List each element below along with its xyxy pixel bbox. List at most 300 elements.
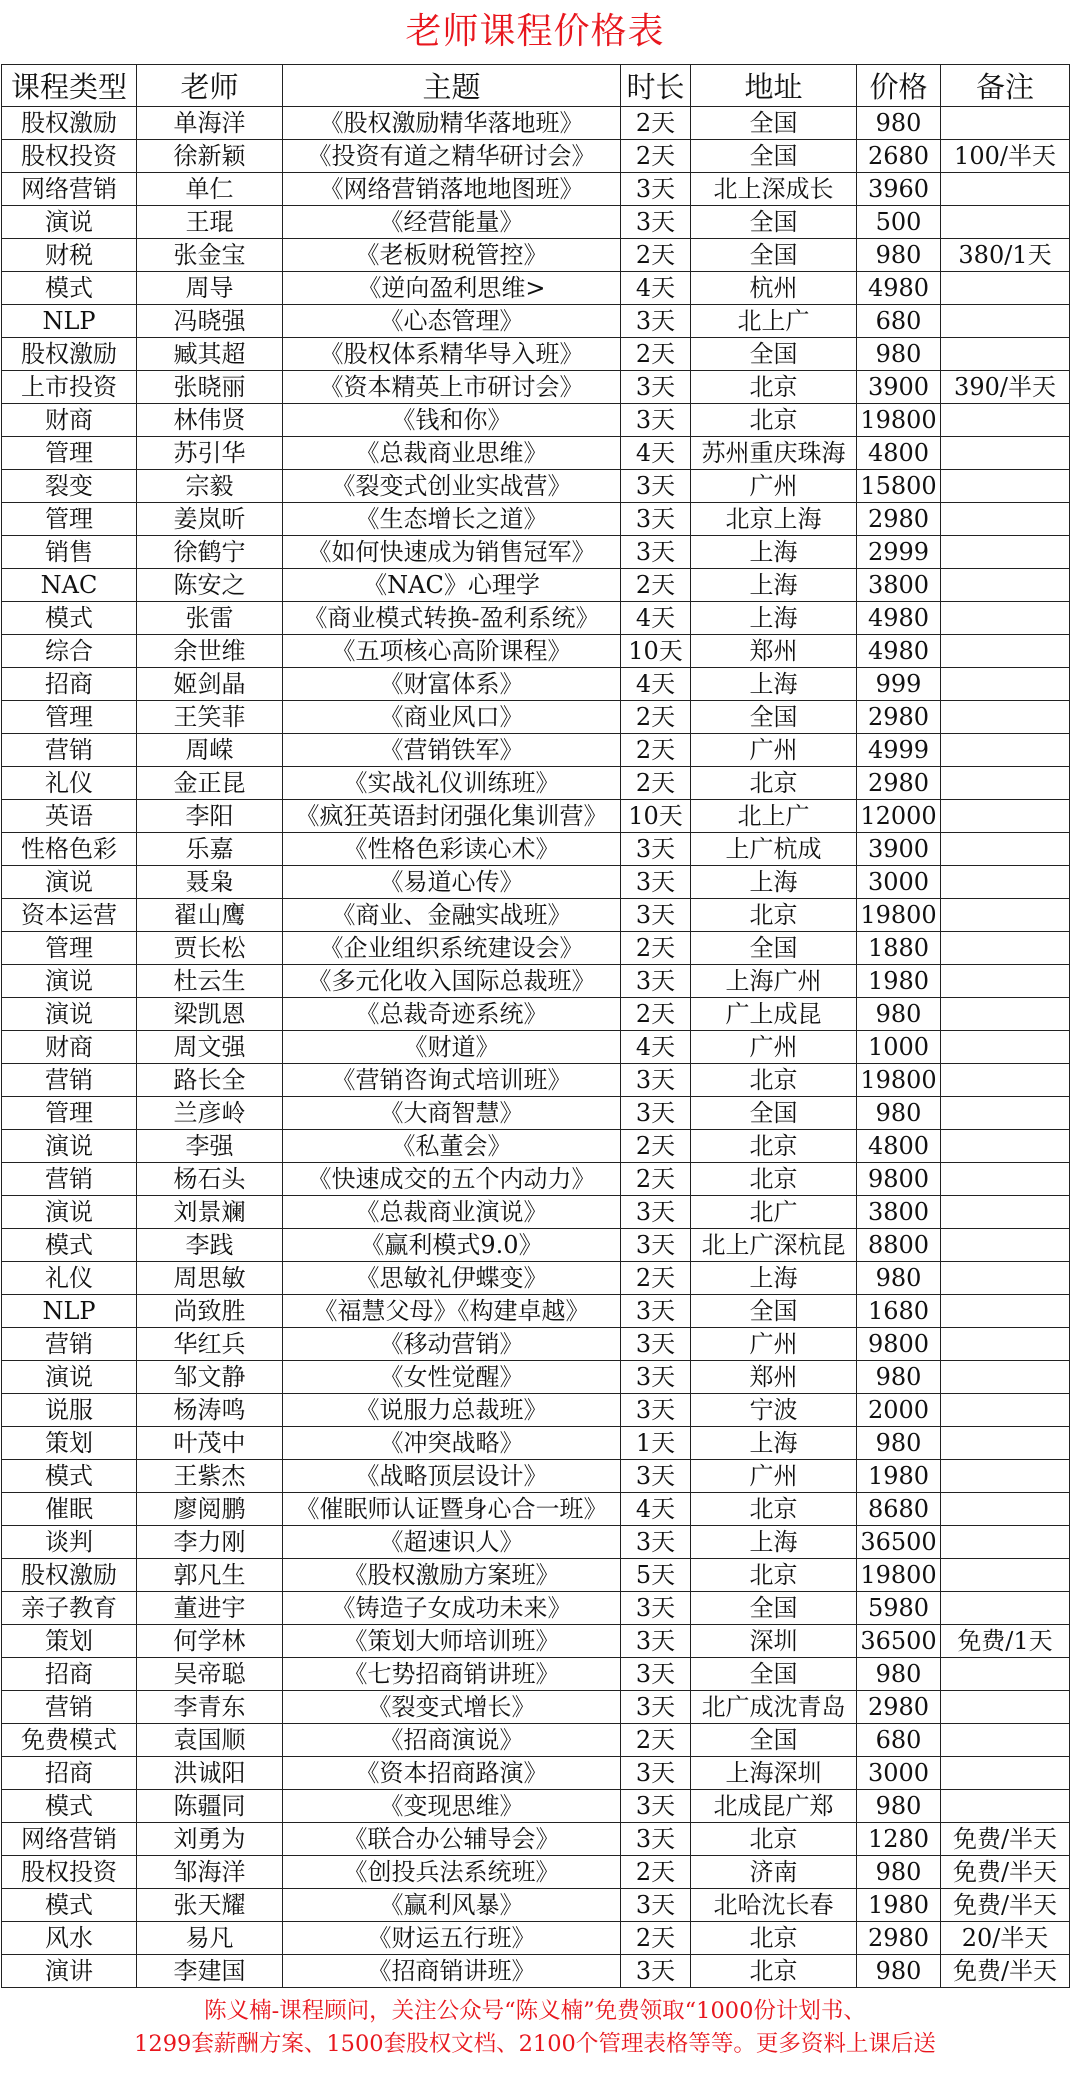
cell-price: 3900	[857, 833, 941, 866]
cell-price: 19800	[857, 404, 941, 437]
cell-duration: 3天	[621, 1064, 691, 1097]
cell-topic: 《商业、金融实战班》	[283, 899, 621, 932]
cell-course-type: 策划	[2, 1625, 137, 1658]
cell-topic: 《财运五行班》	[283, 1922, 621, 1955]
cell-topic: 《疯狂英语封闭强化集训营》	[283, 800, 621, 833]
table-row	[2, 1559, 1070, 1592]
cell-note	[941, 899, 1070, 932]
cell-teacher: 张金宝	[137, 239, 283, 272]
header-course-type: 课程类型	[2, 65, 137, 107]
cell-duration: 3天	[621, 1394, 691, 1427]
cell-location: 北京	[691, 1163, 857, 1196]
cell-note	[941, 1394, 1070, 1427]
cell-topic: 《股权激励方案班》	[283, 1559, 621, 1592]
cell-topic: 《战略顶层设计》	[283, 1460, 621, 1493]
cell-teacher: 林伟贤	[137, 404, 283, 437]
cell-course-type: NLP	[2, 305, 137, 338]
cell-teacher: 张天耀	[137, 1889, 283, 1922]
cell-note	[941, 1427, 1070, 1460]
cell-course-type: 模式	[2, 272, 137, 305]
cell-topic: 《福慧父母》《构建卓越》	[283, 1295, 621, 1328]
cell-location: 北广成沈青岛	[691, 1691, 857, 1724]
cell-teacher: 臧其超	[137, 338, 283, 371]
cell-topic: 《股权体系精华导入班》	[283, 338, 621, 371]
cell-topic: 《NAC》心理学	[283, 569, 621, 602]
cell-course-type: 策划	[2, 1427, 137, 1460]
table-row	[2, 668, 1070, 701]
cell-topic: 《心态管理》	[283, 305, 621, 338]
cell-duration: 2天	[621, 107, 691, 140]
cell-duration: 4天	[621, 437, 691, 470]
cell-topic: 《变现思维》	[283, 1790, 621, 1823]
cell-location: 北京	[691, 1130, 857, 1163]
cell-location: 全国	[691, 1295, 857, 1328]
cell-location: 北京	[691, 404, 857, 437]
cell-teacher: 贾长松	[137, 932, 283, 965]
cell-location: 苏州重庆珠海	[691, 437, 857, 470]
cell-course-type: 演说	[2, 1130, 137, 1163]
cell-course-type: 股权激励	[2, 107, 137, 140]
cell-price: 9800	[857, 1163, 941, 1196]
cell-teacher: 苏引华	[137, 437, 283, 470]
table-row	[2, 635, 1070, 668]
cell-location: 上海	[691, 569, 857, 602]
cell-note	[941, 767, 1070, 800]
cell-price: 19800	[857, 1559, 941, 1592]
cell-duration: 3天	[621, 503, 691, 536]
cell-location: 全国	[691, 1592, 857, 1625]
cell-price: 1880	[857, 932, 941, 965]
cell-price: 1280	[857, 1823, 941, 1856]
cell-course-type: 礼仪	[2, 1262, 137, 1295]
cell-duration: 2天	[621, 1262, 691, 1295]
cell-course-type: 管理	[2, 932, 137, 965]
header-topic: 主题	[283, 65, 621, 107]
table-row	[2, 1328, 1070, 1361]
cell-duration: 1天	[621, 1427, 691, 1460]
table-row	[2, 1262, 1070, 1295]
cell-topic: 《赢利风暴》	[283, 1889, 621, 1922]
cell-teacher: 杨石头	[137, 1163, 283, 1196]
table-row	[2, 470, 1070, 503]
cell-note	[941, 1064, 1070, 1097]
cell-course-type: 演说	[2, 1196, 137, 1229]
cell-location: 郑州	[691, 1361, 857, 1394]
cell-topic: 《营销铁军》	[283, 734, 621, 767]
cell-course-type: 亲子教育	[2, 1592, 137, 1625]
cell-note	[941, 1526, 1070, 1559]
table-row	[2, 1724, 1070, 1757]
cell-location: 深圳	[691, 1625, 857, 1658]
cell-price: 980	[857, 239, 941, 272]
cell-topic: 《总裁商业演说》	[283, 1196, 621, 1229]
cell-note	[941, 1691, 1070, 1724]
table-row	[2, 140, 1070, 173]
cell-course-type: 股权投资	[2, 140, 137, 173]
cell-topic: 《逆向盈利思维>	[283, 272, 621, 305]
table-row	[2, 1955, 1070, 1988]
cell-course-type: NAC	[2, 569, 137, 602]
cell-topic: 《七势招商销讲班》	[283, 1658, 621, 1691]
cell-duration: 2天	[621, 932, 691, 965]
cell-topic: 《思敏礼伊蝶变》	[283, 1262, 621, 1295]
cell-teacher: 乐嘉	[137, 833, 283, 866]
footer-line-2: 1299套薪酬方案、1500套股权文档、2100个管理表格等等。更多资料上课后送	[134, 2031, 936, 2057]
cell-teacher: 翟山鹰	[137, 899, 283, 932]
cell-teacher: 王琨	[137, 206, 283, 239]
table-row	[2, 998, 1070, 1031]
cell-duration: 3天	[621, 173, 691, 206]
cell-duration: 3天	[621, 371, 691, 404]
cell-price: 1980	[857, 1889, 941, 1922]
footer-line-1: 陈义楠-课程顾问，关注公众号“陈义楠”免费领取“1000份计划书、	[204, 1998, 866, 2024]
cell-teacher: 金正昆	[137, 767, 283, 800]
cell-note	[941, 1196, 1070, 1229]
cell-course-type: 招商	[2, 1757, 137, 1790]
cell-topic: 《营销咨询式培训班》	[283, 1064, 621, 1097]
cell-course-type: 谈判	[2, 1526, 137, 1559]
table-row	[2, 1658, 1070, 1691]
cell-course-type: NLP	[2, 1295, 137, 1328]
cell-topic: 《商业模式转换-盈利系统》	[283, 602, 621, 635]
cell-note	[941, 1493, 1070, 1526]
cell-note	[941, 1790, 1070, 1823]
cell-course-type: 模式	[2, 602, 137, 635]
cell-location: 北京	[691, 1493, 857, 1526]
table-row	[2, 1394, 1070, 1427]
table-row	[2, 206, 1070, 239]
cell-note	[941, 338, 1070, 371]
cell-note	[941, 206, 1070, 239]
cell-topic: 《资本招商路演》	[283, 1757, 621, 1790]
cell-teacher: 单海洋	[137, 107, 283, 140]
table-row	[2, 833, 1070, 866]
cell-location: 北京	[691, 1823, 857, 1856]
table-row	[2, 305, 1070, 338]
cell-location: 广州	[691, 470, 857, 503]
table-row	[2, 1790, 1070, 1823]
cell-location: 郑州	[691, 635, 857, 668]
cell-location: 上海	[691, 1427, 857, 1460]
cell-topic: 《说服力总裁班》	[283, 1394, 621, 1427]
cell-location: 北京	[691, 899, 857, 932]
cell-price: 500	[857, 206, 941, 239]
cell-duration: 2天	[621, 1130, 691, 1163]
cell-teacher: 徐新颖	[137, 140, 283, 173]
cell-location: 全国	[691, 206, 857, 239]
cell-note	[941, 1328, 1070, 1361]
cell-teacher: 李阳	[137, 800, 283, 833]
cell-duration: 3天	[621, 1592, 691, 1625]
table-row	[2, 932, 1070, 965]
cell-location: 北上广	[691, 800, 857, 833]
cell-duration: 3天	[621, 536, 691, 569]
cell-topic: 《商业风口》	[283, 701, 621, 734]
cell-price: 2980	[857, 503, 941, 536]
cell-location: 广上成昆	[691, 998, 857, 1031]
cell-location: 上海	[691, 866, 857, 899]
cell-duration: 3天	[621, 833, 691, 866]
cell-duration: 3天	[621, 404, 691, 437]
cell-price: 4800	[857, 1130, 941, 1163]
cell-topic: 《生态增长之道》	[283, 503, 621, 536]
cell-duration: 3天	[621, 1955, 691, 1988]
table-row	[2, 701, 1070, 734]
cell-topic: 《联合办公辅导会》	[283, 1823, 621, 1856]
cell-note	[941, 569, 1070, 602]
table-row	[2, 1295, 1070, 1328]
cell-topic: 《老板财税管控》	[283, 239, 621, 272]
cell-course-type: 演说	[2, 998, 137, 1031]
cell-topic: 《投资有道之精华研讨会》	[283, 140, 621, 173]
table-row	[2, 239, 1070, 272]
cell-note: 20/半天	[941, 1922, 1070, 1955]
cell-price: 4800	[857, 437, 941, 470]
table-row	[2, 866, 1070, 899]
cell-location: 北上深成长	[691, 173, 857, 206]
cell-price: 980	[857, 1262, 941, 1295]
cell-note	[941, 602, 1070, 635]
cell-location: 北广	[691, 1196, 857, 1229]
cell-location: 全国	[691, 1658, 857, 1691]
cell-teacher: 周文强	[137, 1031, 283, 1064]
cell-location: 全国	[691, 932, 857, 965]
cell-location: 全国	[691, 239, 857, 272]
cell-price: 4980	[857, 602, 941, 635]
cell-note	[941, 305, 1070, 338]
table-row	[2, 1757, 1070, 1790]
cell-price: 680	[857, 305, 941, 338]
footer-note	[0, 1995, 1070, 2061]
cell-teacher: 兰彦岭	[137, 1097, 283, 1130]
table-row	[2, 1889, 1070, 1922]
cell-course-type: 催眠	[2, 1493, 137, 1526]
cell-course-type: 股权激励	[2, 1559, 137, 1592]
cell-duration: 3天	[621, 1658, 691, 1691]
cell-teacher: 邹海洋	[137, 1856, 283, 1889]
cell-price: 680	[857, 1724, 941, 1757]
header-teacher: 老师	[137, 65, 283, 107]
table-row	[2, 1196, 1070, 1229]
cell-teacher: 聂枭	[137, 866, 283, 899]
cell-duration: 3天	[621, 1229, 691, 1262]
cell-course-type: 资本运营	[2, 899, 137, 932]
table-row	[2, 1229, 1070, 1262]
table-row	[2, 1526, 1070, 1559]
cell-teacher: 周导	[137, 272, 283, 305]
cell-note	[941, 1163, 1070, 1196]
cell-price: 2999	[857, 536, 941, 569]
cell-course-type: 网络营销	[2, 173, 137, 206]
cell-teacher: 张晓丽	[137, 371, 283, 404]
cell-teacher: 陈疆同	[137, 1790, 283, 1823]
cell-teacher: 陈安之	[137, 569, 283, 602]
cell-price: 980	[857, 338, 941, 371]
cell-location: 广州	[691, 734, 857, 767]
cell-teacher: 郭凡生	[137, 1559, 283, 1592]
cell-course-type: 管理	[2, 437, 137, 470]
cell-topic: 《招商演说》	[283, 1724, 621, 1757]
cell-location: 上海	[691, 536, 857, 569]
cell-teacher: 杨涛鸣	[137, 1394, 283, 1427]
cell-teacher: 袁国顺	[137, 1724, 283, 1757]
cell-location: 杭州	[691, 272, 857, 305]
cell-duration: 10天	[621, 635, 691, 668]
cell-note: 免费/半天	[941, 1955, 1070, 1988]
cell-course-type: 演讲	[2, 1955, 137, 1988]
cell-course-type: 演说	[2, 206, 137, 239]
cell-teacher: 宗毅	[137, 470, 283, 503]
cell-duration: 3天	[621, 305, 691, 338]
cell-teacher: 冯晓强	[137, 305, 283, 338]
cell-location: 广州	[691, 1460, 857, 1493]
cell-note	[941, 932, 1070, 965]
cell-teacher: 刘景斓	[137, 1196, 283, 1229]
cell-price: 4980	[857, 272, 941, 305]
cell-topic: 《招商销讲班》	[283, 1955, 621, 1988]
cell-price: 3000	[857, 1757, 941, 1790]
cell-note	[941, 1658, 1070, 1691]
table-row	[2, 767, 1070, 800]
cell-course-type: 上市投资	[2, 371, 137, 404]
cell-note: 免费/半天	[941, 1823, 1070, 1856]
cell-teacher: 周嵘	[137, 734, 283, 767]
cell-course-type: 管理	[2, 701, 137, 734]
cell-price: 980	[857, 1097, 941, 1130]
cell-note	[941, 272, 1070, 305]
cell-topic: 《实战礼仪训练班》	[283, 767, 621, 800]
table-row	[2, 338, 1070, 371]
cell-price: 980	[857, 107, 941, 140]
cell-topic: 《催眠师认证暨身心合一班》	[283, 1493, 621, 1526]
cell-course-type: 营销	[2, 1163, 137, 1196]
cell-price: 4980	[857, 635, 941, 668]
cell-course-type: 营销	[2, 1328, 137, 1361]
cell-price: 1680	[857, 1295, 941, 1328]
table-row	[2, 107, 1070, 140]
cell-course-type: 英语	[2, 800, 137, 833]
cell-price: 2980	[857, 1691, 941, 1724]
cell-teacher: 叶茂中	[137, 1427, 283, 1460]
cell-price: 8800	[857, 1229, 941, 1262]
cell-location: 北成昆广郑	[691, 1790, 857, 1823]
table-row	[2, 1625, 1070, 1658]
header-note: 备注	[941, 65, 1070, 107]
cell-duration: 2天	[621, 1922, 691, 1955]
cell-note	[941, 668, 1070, 701]
cell-teacher: 华红兵	[137, 1328, 283, 1361]
cell-course-type: 股权投资	[2, 1856, 137, 1889]
cell-topic: 《裂变式增长》	[283, 1691, 621, 1724]
cell-duration: 3天	[621, 1889, 691, 1922]
cell-price: 15800	[857, 470, 941, 503]
cell-course-type: 营销	[2, 1691, 137, 1724]
cell-price: 8680	[857, 1493, 941, 1526]
table-row	[2, 1691, 1070, 1724]
cell-topic: 《经营能量》	[283, 206, 621, 239]
cell-topic: 《快速成交的五个内动力》	[283, 1163, 621, 1196]
table-row	[2, 173, 1070, 206]
cell-duration: 3天	[621, 1097, 691, 1130]
cell-price: 19800	[857, 899, 941, 932]
cell-price: 36500	[857, 1625, 941, 1658]
cell-location: 北上广	[691, 305, 857, 338]
cell-topic: 《女性觉醒》	[283, 1361, 621, 1394]
cell-note	[941, 1097, 1070, 1130]
table-row	[2, 569, 1070, 602]
cell-duration: 4天	[621, 1493, 691, 1526]
cell-course-type: 礼仪	[2, 767, 137, 800]
cell-teacher: 杜云生	[137, 965, 283, 998]
cell-duration: 2天	[621, 767, 691, 800]
cell-price: 980	[857, 1361, 941, 1394]
cell-price: 1980	[857, 965, 941, 998]
cell-note	[941, 404, 1070, 437]
cell-course-type: 演说	[2, 965, 137, 998]
cell-course-type: 营销	[2, 734, 137, 767]
table-row	[2, 965, 1070, 998]
cell-location: 上广杭成	[691, 833, 857, 866]
cell-teacher: 李力刚	[137, 1526, 283, 1559]
cell-location: 北京	[691, 1064, 857, 1097]
cell-teacher: 洪诚阳	[137, 1757, 283, 1790]
cell-course-type: 管理	[2, 503, 137, 536]
table-row	[2, 503, 1070, 536]
cell-duration: 2天	[621, 338, 691, 371]
cell-note	[941, 833, 1070, 866]
cell-teacher: 周思敏	[137, 1262, 283, 1295]
cell-topic: 《策划大师培训班》	[283, 1625, 621, 1658]
cell-note: 380/1天	[941, 239, 1070, 272]
cell-teacher: 王紫杰	[137, 1460, 283, 1493]
cell-topic: 《裂变式创业实战营》	[283, 470, 621, 503]
cell-topic: 《性格色彩读心术》	[283, 833, 621, 866]
cell-course-type: 演说	[2, 1361, 137, 1394]
cell-price: 3800	[857, 569, 941, 602]
cell-topic: 《赢利模式9.0》	[283, 1229, 621, 1262]
table-row	[2, 437, 1070, 470]
cell-note	[941, 800, 1070, 833]
cell-price: 980	[857, 1790, 941, 1823]
cell-duration: 3天	[621, 965, 691, 998]
cell-duration: 4天	[621, 1031, 691, 1064]
cell-price: 3960	[857, 173, 941, 206]
cell-course-type: 免费模式	[2, 1724, 137, 1757]
cell-price: 3900	[857, 371, 941, 404]
cell-location: 北京	[691, 371, 857, 404]
table-row	[2, 1097, 1070, 1130]
cell-duration: 3天	[621, 1295, 691, 1328]
cell-duration: 4天	[621, 602, 691, 635]
table-row	[2, 536, 1070, 569]
cell-location: 全国	[691, 1724, 857, 1757]
cell-duration: 2天	[621, 140, 691, 173]
cell-note	[941, 1031, 1070, 1064]
cell-duration: 3天	[621, 1460, 691, 1493]
cell-price: 1000	[857, 1031, 941, 1064]
cell-price: 2680	[857, 140, 941, 173]
cell-course-type: 模式	[2, 1790, 137, 1823]
cell-teacher: 梁凯恩	[137, 998, 283, 1031]
cell-teacher: 李建国	[137, 1955, 283, 1988]
cell-duration: 10天	[621, 800, 691, 833]
cell-duration: 2天	[621, 1163, 691, 1196]
cell-topic: 《总裁商业思维》	[283, 437, 621, 470]
cell-location: 上海	[691, 668, 857, 701]
table-row	[2, 1427, 1070, 1460]
table-row	[2, 272, 1070, 305]
cell-note: 免费/半天	[941, 1856, 1070, 1889]
